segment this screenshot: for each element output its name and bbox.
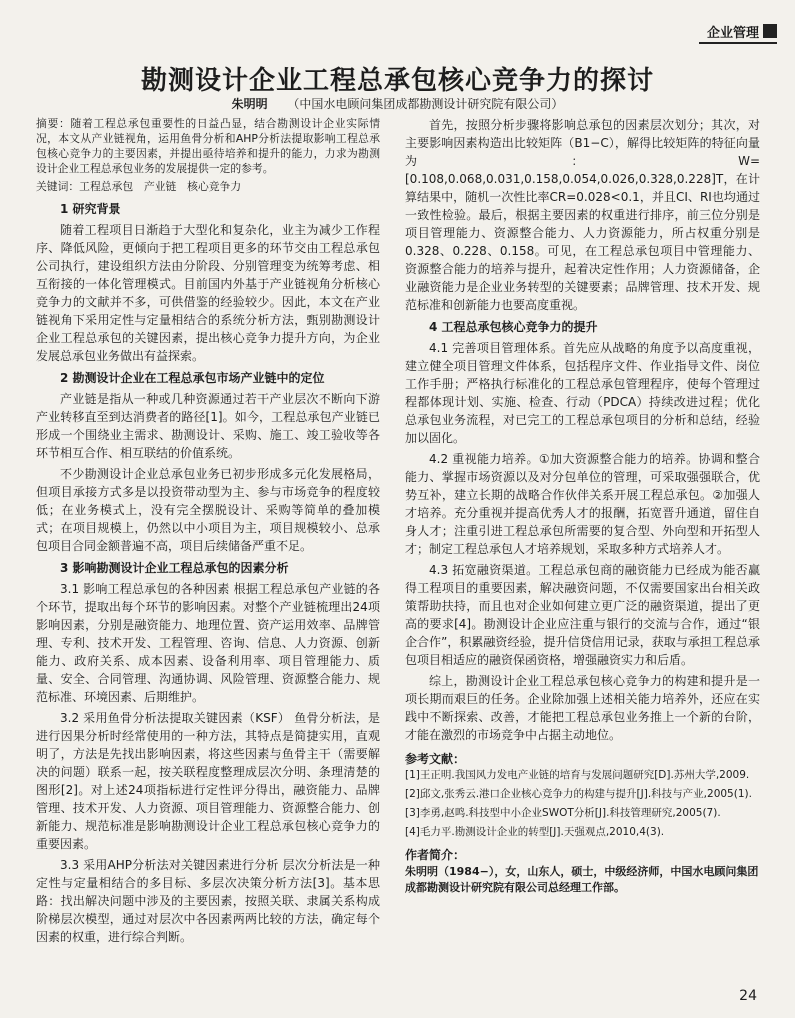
paragraph: 不少勘测设计企业总承包业务已初步形成多元化发展格局，但项目承接方式多是以投资带动型为主、参与市场竞争的程度较低；在业务模式上，没有完全摆脱设计、采购等简单的叠加模式；在项目规模上，仍然以中小项目为主，项目规模较小、总承包项目合同金额普遍不高，项目后续储备严重不足。: [36, 467, 380, 553]
left-column: [36, 116, 380, 949]
author-bio-title: 作者简介：: [405, 848, 466, 862]
keywords: 关键词：工程总承包 产业链 核心竞争力: [36, 180, 242, 193]
paragraph: 首先，按照分析步骤将影响总承包的因素层次划分；其次，对主要影响因素构造出比较矩阵（B1−C），解得比较矩阵的特征向量为：W=[0.108,0.068,0.031,0.158,0.054,0.026,0.328,0.228]T，在计算结果中，随机一次性比率CR=0.028<0.1，并且CI、RI也均通过一致性检验。最后，根据主要因素的权重进行排序，前三位分别是项目管理能力、资源整合能力、人力资源能力，所占权重分别是0.328、0.228、0.158。可见，在工程总承包项目中管理能力、资源整合能力的培养与提升，起着决定性作用；人力资源储备，企业融资能力是企业业务转型的关键要素；品牌管理、技术开发、规范标准和创新能力也要高度重视。: [405, 118, 760, 312]
author-affiliation: （中国水电顾问集团成都勘测设计研究院有限公司）: [287, 97, 564, 111]
heading-2: 2 勘测设计企业在工程总承包市场产业链中的定位: [60, 371, 325, 385]
paragraph: 4.3 拓宽融资渠道。工程总承包商的融资能力已经成为能否赢得工程项目的重要因素，解决融资问题，不仅需要国家出台相关政策帮助扶持，而且也对企业如何建立更广泛的融资渠道，提出了更高的要求[4]。勘测设计企业应注重与银行的交流与合作，通过“银企合作”，积累融资经验，提升信贷信用记录，获取与承担工程总承包项目相适应的融资保函资格，增强融资实力和后盾。: [405, 563, 760, 667]
paragraph: 随着工程项目日渐趋于大型化和复杂化，业主为减少工作程序、降低风险，更倾向于把工程项目更多的环节交由工程总承包公司执行，建设组织方法由分阶段、分别管理变为统筹考虑、相互衔接的一体化管理模式。目前国内外基于产业链视角分析核心竞争力的文献并不多，可供借鉴的经验较少。因此，本文在产业链视角下采用定性与定量相结合的系统分析方法，甄别勘测设计企业工程总承包的关键因素，提出核心竞争力提升方向，为企业发展总承包业务做出有益探索。: [36, 223, 380, 363]
paragraph: 3.1 影响工程总承包的各种因素 根据工程总承包产业链的各个环节，提取出每个环节的影响因素。对整个产业链梳理出24项影响因素，分别是融资能力、地理位置、资产运用效率、品牌管理、专利、技术开发、工程管理、咨询、信息、人力资源、创新能力、政府关系、成本因素、设备利用率、项目管理能力、质量、安全、合同管理、沟通协调、风险管理、资源整合能力、规范标准、环境因素、后期维护。: [36, 582, 380, 704]
reference-item: [3]李勇,赵鸣.科技型中小企业SWOT分析[J].科技管理研究,2005(7).: [405, 807, 721, 819]
section-header: [699, 20, 777, 44]
author-name: 朱明明: [231, 97, 268, 111]
author-bio: 朱明明（1984−），女，山东人，硕士，中级经济师，中国水电顾问集团成都勘测设计研究院有限公司总经理工作部。: [405, 865, 759, 894]
heading-3: 3 影响勘测设计企业工程总承包的因素分析: [60, 561, 289, 575]
page-number: 24: [739, 988, 757, 1004]
references-title: 参考文献：: [405, 752, 466, 766]
reference-item: [1]王正明.我国风力发电产业链的培育与发展问题研究[D].苏州大学,2009.: [405, 769, 750, 781]
paragraph: 3.2 采用鱼骨分析法提取关键因素（KSF） 鱼骨分析法，是进行因果分析时经常使用的一种方法，其特点是简捷实用，直观明了，方法是先找出影响因素，将这些因素与鱼骨主干（需要解决的问题）联系一起，按关联程度整理成层次分明、条理清楚的图形[2]。对上述24项指标进行定性评分得出，融资能力、品牌管理、技术开发、人力资源、项目管理能力、资源整合能力、创新能力、规范标准是影响勘测设计企业工程总承包核心竞争力的重要因素。: [36, 711, 380, 851]
article-title: 勘测设计企业工程总承包核心竞争力的探讨: [140, 66, 654, 96]
paragraph: 3.3 采用AHP分析法对关键因素进行分析 层次分析法是一种定性与定量相结合的多目标、多层次决策分析方法[3]。基本思路：找出解决问题中涉及的主要因素，按照关联、隶属关系构成阶梯层次模型，通过对层次中各因素两两比较的方法，确定每个因素的权重，进行综合判断。: [36, 858, 380, 944]
heading-4: 4 工程总承包核心竞争力的提升: [429, 320, 598, 334]
paragraph: 4.1 完善项目管理体系。首先应从战略的角度予以高度重视，建立健全项目管理文件体系，包括程序文件、作业指导文件、岗位工作手册；严格执行标准化的工程总承包管理程序，使每个管理过程都体现计划、实施、检查、行动（PDCA）持续改进过程；优化总承包业务流程，对已完工的工程总承包项目的分析和总结，经验加以固化。: [405, 341, 760, 445]
right-column: [405, 116, 760, 896]
abstract: 摘要：随着工程总承包重要性的日益凸显，结合勘测设计企业实际情况，本文从产业链视角，运用鱼骨分析和AHP分析法提取影响工程总承包核心竞争力的主要因素，并提出亟待培养和提升的能力，力求为勘测设计企业工程总承包业务的发展提供一定的参考。: [36, 117, 380, 175]
paragraph: 4.2 重视能力培养。①加大资源整合能力的培养。协调和整合能力、掌握市场资源以及对分包单位的管理，可采取强强联合，优势互补，建立长期的战略合作伙伴关系开展工程总承包。②加强人才培养。充分重视并提高优秀人才的报酬，拓宽晋升通道，留住自身人才；注重引进工程总承包所需要的复合型、外向型和开拓型人才；制定工程总承包人才培养规划，采取多种方式培养人才。: [405, 452, 760, 556]
byline: [0, 95, 795, 112]
section-label: 企业管理: [706, 25, 759, 41]
heading-1: 1 研究背景: [60, 202, 121, 216]
reference-item: [2]邱文,张秀云.港口企业核心竞争力的构建与提升[J].科技与产业,2005(1).: [405, 788, 752, 800]
paragraph: 产业链是指从一种或几种资源通过若干产业层次不断向下游产业转移直至到达消费者的路径[1]。如今，工程总承包产业链已形成一个围绕业主需求、勘测设计、采购、施工、竣工验收等各环节相互合作、相互联结的价值系统。: [36, 392, 380, 460]
reference-item: [4]毛力平.勘测设计企业的转型[J].天强观点,2010,4(3).: [405, 826, 665, 838]
paragraph: 综上，勘测设计企业工程总承包核心竞争力的构建和提升是一项长期而艰巨的任务。企业除加强上述相关能力培养外，还应在实践中不断探索、改善，才能把工程总承包业务推上一个新的台阶，才能在激烈的市场竞争中占据主动地位。: [405, 674, 760, 742]
section-marker-icon: [763, 24, 777, 38]
